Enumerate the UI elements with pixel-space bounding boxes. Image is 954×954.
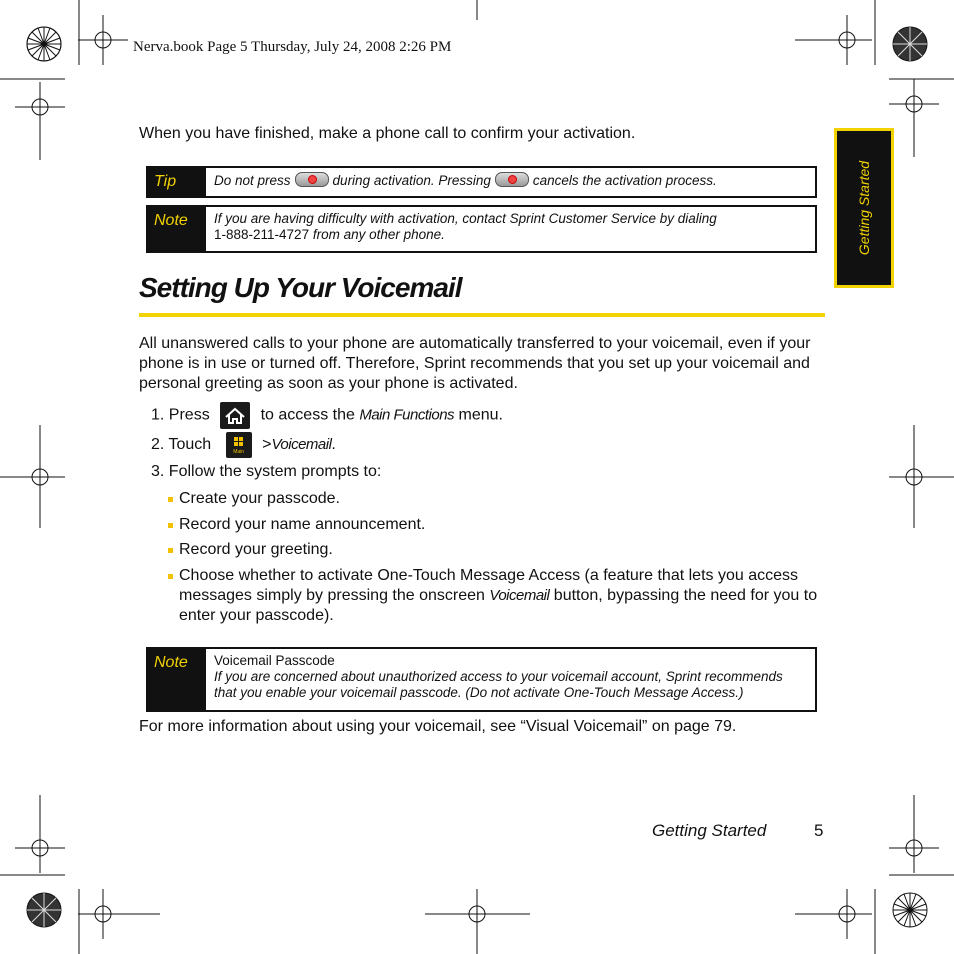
end-key-icon <box>495 172 529 187</box>
note-body <box>206 649 815 710</box>
list-item <box>168 515 425 535</box>
list-item <box>168 489 340 509</box>
registration-mark-icon <box>893 27 927 61</box>
registration-mark-icon <box>27 27 61 61</box>
intro-text: When you have finished, make a phone call to confirm your activation. <box>139 125 636 142</box>
side-tab <box>834 128 894 288</box>
note-text: If you are concerned about unauthorized access to your voicemail account, Sprint recommends that you enable your voicemail passcode. (Do not activate One-Touch Message Access.) <box>214 669 783 700</box>
main-icon-label: Main <box>233 449 245 455</box>
step-2 <box>151 432 336 458</box>
body-paragraph: All unanswered calls to your phone are automatically transferred to your voicemail, even if your phone is in use or turned off. Therefore, Sprint recommends that you set up your voicemail and personal greeting as soon as your phone is activated. <box>139 335 811 392</box>
step-number: 1. <box>151 406 165 424</box>
list-item-text: Create your passcode. <box>179 490 340 507</box>
ui-term: Voicemail <box>489 587 550 604</box>
menu-separator: > <box>262 436 272 454</box>
phone-number: 1-888-211-4727 <box>214 227 310 242</box>
tip-tag: Tip <box>148 168 206 196</box>
step-text: . <box>331 436 336 454</box>
list-item <box>168 566 828 626</box>
tip-body <box>206 168 725 196</box>
step-3 <box>151 463 381 481</box>
side-tab-label: Getting Started <box>856 160 872 256</box>
passcode-note-callout <box>146 647 817 712</box>
page-number: 5 <box>814 821 824 840</box>
note-body <box>206 207 725 251</box>
list-item-text: Record your greeting. <box>179 541 333 558</box>
section-title: Setting Up Your Voicemail <box>139 272 462 303</box>
end-key-icon <box>295 172 329 187</box>
step-text: Follow the system prompts to: <box>168 463 382 480</box>
note-tag: Note <box>148 649 206 710</box>
list-item-text: Record your name announcement. <box>179 516 426 533</box>
registration-mark-icon <box>893 893 927 927</box>
registration-mark-icon <box>27 893 61 927</box>
tip-text-2: during activation. Pressing <box>332 173 491 188</box>
step-text: menu. <box>458 406 503 424</box>
footer-section-label: Getting Started <box>652 821 767 840</box>
step-text: to access the <box>260 406 355 424</box>
note-tag: Note <box>148 207 206 251</box>
print-header: Nerva.book Page 5 Thursday, July 24, 2008 2:26 PM <box>133 39 452 55</box>
ui-term: Voicemail <box>271 436 332 454</box>
note-heading: Voicemail Passcode <box>214 653 335 668</box>
note-text-1: If you are having difficulty with activation, contact Sprint Customer Service by dialing <box>214 211 717 226</box>
tip-callout <box>146 166 817 198</box>
title-rule <box>139 313 825 317</box>
outro-text: For more information about using your voicemail, see “Visual Voicemail” on page 79. <box>139 718 737 735</box>
step-number: 3. <box>151 463 165 480</box>
tip-text-1: Do not press <box>214 173 291 188</box>
list-item-text <box>179 566 828 626</box>
step-text: Press <box>168 406 210 424</box>
tip-text-3: cancels the activation process. <box>532 173 717 188</box>
ui-term: Main Functions <box>359 406 455 424</box>
step-number: 2. <box>151 436 165 454</box>
step-text: Touch <box>168 436 212 454</box>
note-text-2: from any other phone. <box>312 227 445 242</box>
step-1 <box>151 402 503 429</box>
home-icon <box>220 402 250 429</box>
list-item-text-b: button, bypassing the need for you to enter your passcode). <box>179 587 818 624</box>
main-menu-icon <box>226 432 252 458</box>
list-item-text-a: Choose whether to activate One-Touch Message Access (a feature that lets you access messages simply by pressing the onscreen <box>179 567 798 604</box>
list-item <box>168 540 333 560</box>
note-callout <box>146 205 817 253</box>
crosshair-mark-icon <box>0 15 954 954</box>
